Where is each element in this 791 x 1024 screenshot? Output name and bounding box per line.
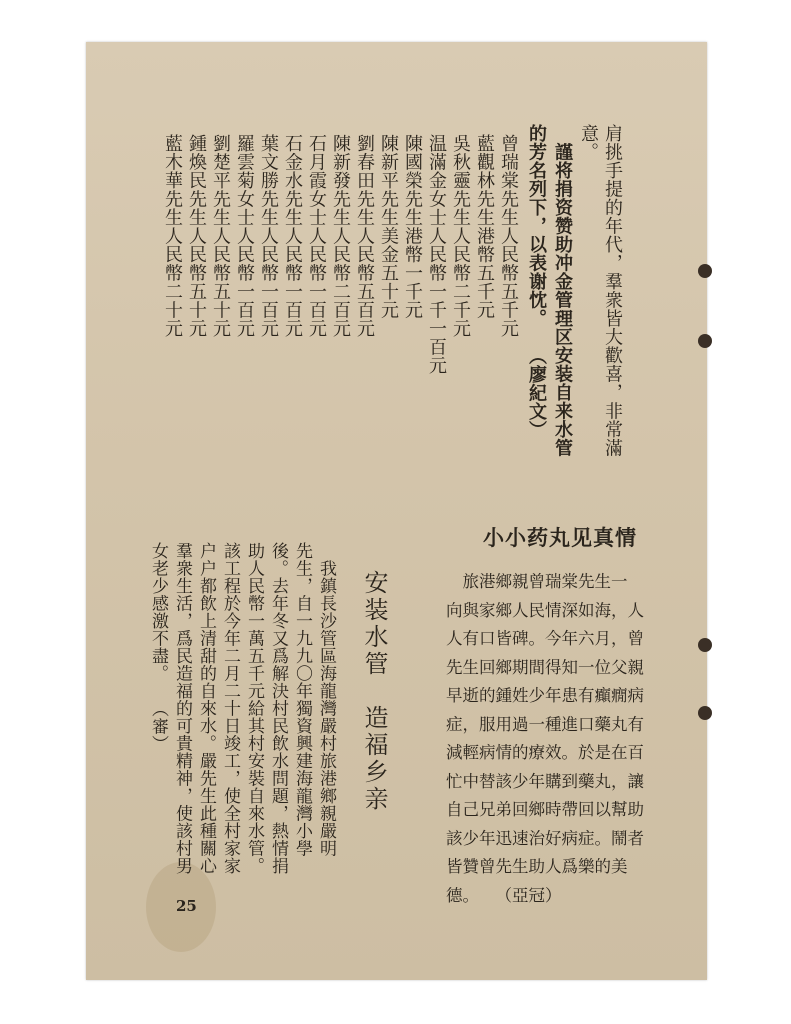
text-line: 先生回鄉期間得知一位父親 <box>446 657 644 677</box>
text-column: 户户都飲上清甜的自來水。嚴先生此種關心 <box>196 542 216 875</box>
binder-hole <box>698 334 712 348</box>
text-column: 我鎮長沙管區海龍灣嚴村旅港鄉親嚴明 <box>316 542 336 857</box>
text-column: 後。去年冬又爲解決村民飲水問題，熱情捐 <box>268 542 288 875</box>
text-line: 減輕病情的療效。於是在百 <box>446 743 644 762</box>
donor-entry: 吳秋靈先生人民幣二千元 <box>450 134 471 338</box>
article-title: 安装水管 造福乡亲 <box>360 570 388 813</box>
text-line: 皆贊曾先生助人爲樂的美 <box>446 857 628 876</box>
text-column: 該工程於今年二月二十日竣工，使全村家家 <box>220 542 240 875</box>
text-line: 向與家鄉人民情深如海，人 <box>446 600 644 620</box>
text-column: 意。 <box>578 124 599 161</box>
binder-hole <box>698 706 712 720</box>
text-column: 的芳名列下，以表谢忱。 （廖紀文） <box>526 124 547 439</box>
article-title: 小小药丸见真情 <box>483 526 637 550</box>
text-line: 該少年迅速治好病症。鬧者 <box>446 828 644 848</box>
donor-entry: 羅雲菊女士人民幣一百元 <box>234 134 255 338</box>
donor-entry: 劉春田先生人民幣五百元 <box>354 134 375 338</box>
text-line: 德。 （亞冠） <box>446 885 562 905</box>
donor-entry: 鍾煥民先生人民幣五十元 <box>186 134 207 338</box>
donor-entry: 温滿金女士人民幣一千一百元 <box>426 134 447 375</box>
text-line: 旅港鄉親曾瑞棠先生一 <box>446 572 628 591</box>
donor-entry: 曾瑞棠先生人民幣五千元 <box>498 134 519 338</box>
donor-entry: 藍木華先生人民幣二十元 <box>162 134 183 338</box>
text-column: 先生，自一九九〇年獨資興建海龍灣小學 <box>292 542 312 857</box>
donor-entry: 石月霞女士人民幣一百元 <box>306 134 327 338</box>
binder-hole <box>698 638 712 652</box>
document-page <box>86 42 707 980</box>
donor-entry: 石金水先生人民幣一百元 <box>282 134 303 338</box>
text-column: 肩挑手提的年代，羣衆皆大歡喜，非常滿 <box>602 124 623 457</box>
donor-entry: 葉文勝先生人民幣一百元 <box>258 134 279 338</box>
donor-entry: 陳國榮先生港幣一千元 <box>402 134 423 319</box>
donor-entry: 劉楚平先生人民幣五十元 <box>210 134 231 338</box>
text-column: 助人民幣一萬五千元給其村安裝自來水管。 <box>244 542 264 875</box>
text-line: 忙中替該少年購到藥丸，讓 <box>446 771 644 791</box>
article-body <box>446 568 686 910</box>
text-line: 症，服用過一種進口藥丸有 <box>446 714 644 734</box>
page-number: 25 <box>176 897 197 915</box>
text-column: 羣衆生活，爲民造福的可貴精神，使該村男 <box>172 542 192 875</box>
text-line: 人有口皆碑。今年六月，曾 <box>446 629 644 648</box>
text-line: 早逝的鍾姓少年患有癲癇病 <box>446 686 644 705</box>
donor-entry: 藍觀林先生港幣五千元 <box>474 134 495 319</box>
text-column: 謹将捐资赞助冲金管理区安装自来水管 <box>552 124 573 457</box>
text-column: 女老少感激不盡。 （審） <box>148 542 168 753</box>
donor-entry: 陳新發先生人民幣二百元 <box>330 134 351 338</box>
text-line: 自己兄弟回鄉時帶回以幫助 <box>446 800 644 819</box>
donor-entry: 陳新平先生美金五十元 <box>378 134 399 319</box>
binder-hole <box>698 264 712 278</box>
